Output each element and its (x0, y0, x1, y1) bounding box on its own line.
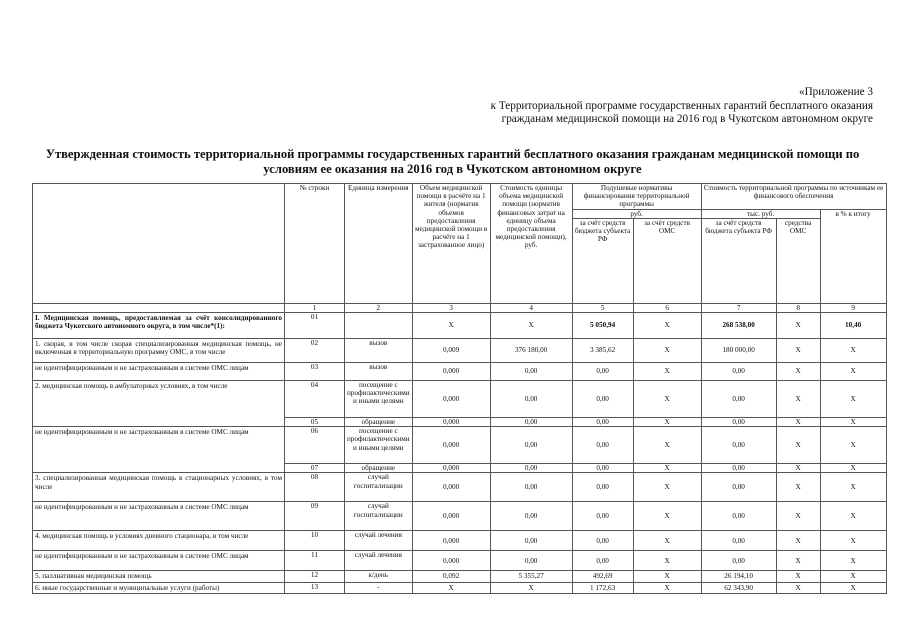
per-capita-oms-cell: Х (633, 502, 701, 531)
program-oms-cell: Х (776, 339, 820, 363)
per-capita-budget-cell: 0,00 (572, 363, 633, 381)
volume-cell: 0,000 (412, 531, 490, 551)
unit-cell: - (345, 582, 413, 593)
appendix-line-2: к Территориальной программе государственных гарантий бесплатного оказания (490, 99, 873, 112)
row-name: I. Медицинская помощь, предоставляемая за счёт консолидированного бюджета Чукотского автономного округа, в том числе*(1): (33, 313, 285, 339)
per-capita-budget-cell: 0,00 (572, 551, 633, 571)
program-oms-cell: Х (776, 464, 820, 473)
volume-cell: Х (412, 582, 490, 593)
table-row (33, 502, 887, 531)
program-budget-cell: 0,00 (701, 381, 776, 418)
volume-cell: Х (412, 313, 490, 339)
per-capita-budget-cell: 0,00 (572, 381, 633, 418)
unit-cell (345, 313, 413, 339)
row-name: 5. паллиативная медицинская помощь (33, 571, 285, 582)
unit-cell: посещение с профилактическими и иными целями (345, 427, 413, 464)
row-number: 04 (285, 381, 345, 418)
header-program-cost: Стоимость территориальной программы по источникам ее финансового обеспечения (701, 184, 886, 210)
cost-cell: 0,00 (490, 363, 572, 381)
per-capita-oms-cell: Х (633, 313, 701, 339)
unit-cell: случай госпитализации (345, 473, 413, 502)
table-row (33, 531, 887, 551)
header-volume: Объем медицинской помощи в расчёте на 1 жителя (норматив объемов предоставления медицинской помощи в расчёте на 1 застрахованное лицо) (412, 184, 490, 304)
program-budget-cell: 0,00 (701, 473, 776, 502)
percent-cell: Х (820, 339, 886, 363)
column-numbers-row (33, 303, 887, 312)
unit-cell: обращение (345, 464, 413, 473)
row-name: 2. медицинская помощь в амбулаторных условиях, в том числе (33, 381, 285, 427)
row-number: 12 (285, 571, 345, 582)
program-budget-cell: 62 343,90 (701, 582, 776, 593)
program-oms-cell: Х (776, 551, 820, 571)
program-oms-cell: Х (776, 531, 820, 551)
row-name: не идентифицированным и не застрахованным в системе ОМС лицам (33, 363, 285, 381)
unit-cell: обращение (345, 418, 413, 427)
column-number: 4 (490, 303, 572, 312)
program-budget-cell: 0,00 (701, 427, 776, 464)
percent-cell: Х (820, 464, 886, 473)
per-capita-oms-cell: Х (633, 473, 701, 502)
program-budget-cell: 0,00 (701, 502, 776, 531)
table-body (33, 184, 887, 594)
cost-cell: 0,00 (490, 502, 572, 531)
percent-cell: Х (820, 363, 886, 381)
percent-cell: Х (820, 571, 886, 582)
per-capita-oms-cell: Х (633, 339, 701, 363)
row-name: не идентифицированным и не застрахованным в системе ОМС лицам (33, 427, 285, 473)
table-row (33, 551, 887, 571)
cost-cell: Х (490, 582, 572, 593)
per-capita-oms-cell: Х (633, 427, 701, 464)
header-subject-budget: за счёт средств бюджета субъекта РФ (572, 218, 633, 303)
per-capita-oms-cell: Х (633, 582, 701, 593)
header-cost: Стоимость единицы объема медицинской помощи (норматив финансовых затрат на единицу объема предоставления медицинской помощи), руб. (490, 184, 572, 304)
volume-cell: 0,009 (412, 339, 490, 363)
percent-cell: Х (820, 551, 886, 571)
volume-cell: 0,000 (412, 473, 490, 502)
column-number: 9 (820, 303, 886, 312)
cost-cell: 0,00 (490, 418, 572, 427)
column-number-blank (33, 303, 285, 312)
cost-cell: 5 355,27 (490, 571, 572, 582)
row-name: не идентифицированным и не застрахованным в системе ОМС лицам (33, 551, 285, 571)
unit-cell: вызов (345, 339, 413, 363)
program-budget-cell: 0,00 (701, 464, 776, 473)
table-row (33, 363, 887, 381)
program-oms-cell: Х (776, 313, 820, 339)
volume-cell: 0,000 (412, 502, 490, 531)
column-number: 6 (633, 303, 701, 312)
document-title: Утвержденная стоимость территориальной программы государственных гарантий бесплатного оказания гражданам медицинской помощи по условиям ее оказания на 2016 год в Чукотском автономном округе (45, 147, 860, 176)
header-name-cell (33, 184, 285, 304)
table-row (33, 313, 887, 339)
percent-cell: Х (820, 531, 886, 551)
column-number: 5 (572, 303, 633, 312)
table-row (33, 473, 887, 502)
row-number: 08 (285, 473, 345, 502)
per-capita-budget-cell: 0,00 (572, 531, 633, 551)
per-capita-oms-cell: Х (633, 363, 701, 381)
unit-cell: случай лечения (345, 531, 413, 551)
row-number: 10 (285, 531, 345, 551)
volume-cell: 0,000 (412, 363, 490, 381)
volume-cell: 0,000 (412, 418, 490, 427)
row-number: 03 (285, 363, 345, 381)
unit-cell: вызов (345, 363, 413, 381)
unit-cell: случай госпитализации (345, 502, 413, 531)
row-number: 05 (285, 418, 345, 427)
per-capita-budget-cell: 5 050,94 (572, 313, 633, 339)
program-oms-cell: Х (776, 582, 820, 593)
program-budget-cell: 0,00 (701, 551, 776, 571)
header-rub: руб. (572, 209, 701, 218)
volume-cell: 0,000 (412, 427, 490, 464)
row-name: не идентифицированным и не застрахованным в системе ОМС лицам (33, 502, 285, 531)
header-subject-budget-2: за счёт средств бюджета субъекта РФ (701, 218, 776, 303)
row-number: 07 (285, 464, 345, 473)
row-number: 11 (285, 551, 345, 571)
per-capita-budget-cell: 0,00 (572, 418, 633, 427)
unit-cell: посещение с профилактическими и иными целями (345, 381, 413, 418)
per-capita-oms-cell: Х (633, 418, 701, 427)
percent-cell: Х (820, 582, 886, 593)
row-name: 4. медицинская помощь в условиях дневного стационара, в том числе (33, 531, 285, 551)
cost-cell: 0,00 (490, 551, 572, 571)
cost-cell: 0,00 (490, 381, 572, 418)
per-capita-oms-cell: Х (633, 551, 701, 571)
program-budget-cell: 26 194,10 (701, 571, 776, 582)
header-oms: за счёт средств ОМС (633, 218, 701, 303)
cost-cell: 376 180,00 (490, 339, 572, 363)
percent-cell: Х (820, 381, 886, 418)
unit-cell: случай лечения (345, 551, 413, 571)
appendix-line-3: гражданам медицинской помощи на 2016 год в Чукотском автономном округе (501, 113, 873, 125)
volume-cell: 0,000 (412, 464, 490, 473)
row-name: 3. специализированная медицинская помощь в стационарных условиях, в том числе (33, 473, 285, 502)
volume-cell: 0,092 (412, 571, 490, 582)
header-per-capita: Подушевые нормативы финансирования территориальной программы (572, 184, 701, 210)
program-oms-cell: Х (776, 427, 820, 464)
row-name: 1. скорая, в том числе скорая специализированная медицинская помощь, не включенная в территориальную программу ОМС, в том числе (33, 339, 285, 363)
per-capita-oms-cell: Х (633, 464, 701, 473)
program-oms-cell: Х (776, 363, 820, 381)
table-row (33, 582, 887, 593)
header-row-no: № строки (285, 184, 345, 304)
row-number: 06 (285, 427, 345, 464)
header-thousand-rub: тыс. руб. (701, 209, 820, 218)
program-budget-cell: 180 000,00 (701, 339, 776, 363)
program-budget-cell: 268 538,00 (701, 313, 776, 339)
column-number: 1 (285, 303, 345, 312)
table-row (33, 571, 887, 582)
appendix-line-1: «Приложение 3 (798, 86, 873, 98)
program-budget-cell: 0,00 (701, 418, 776, 427)
per-capita-budget-cell: 0,00 (572, 464, 633, 473)
per-capita-budget-cell: 0,00 (572, 473, 633, 502)
percent-cell: Х (820, 418, 886, 427)
column-number: 7 (701, 303, 776, 312)
per-capita-oms-cell: Х (633, 531, 701, 551)
percent-cell: Х (820, 427, 886, 464)
volume-cell: 0,000 (412, 381, 490, 418)
per-capita-oms-cell: Х (633, 381, 701, 418)
per-capita-oms-cell: Х (633, 571, 701, 582)
percent-cell: Х (820, 473, 886, 502)
header-unit: Единица измерения (345, 184, 413, 304)
volume-cell: 0,000 (412, 551, 490, 571)
column-number: 8 (776, 303, 820, 312)
row-number: 13 (285, 582, 345, 593)
percent-cell: 10,40 (820, 313, 886, 339)
column-number: 2 (345, 303, 413, 312)
per-capita-budget-cell: 0,00 (572, 502, 633, 531)
program-oms-cell: Х (776, 473, 820, 502)
cost-cell: 0,00 (490, 464, 572, 473)
header-oms-2: средства ОМС (776, 218, 820, 303)
program-budget-cell: 0,00 (701, 531, 776, 551)
header-percent: в % к итогу (820, 209, 886, 303)
per-capita-budget-cell: 3 385,62 (572, 339, 633, 363)
program-oms-cell: Х (776, 571, 820, 582)
cost-cell: 0,00 (490, 531, 572, 551)
per-capita-budget-cell: 1 172,63 (572, 582, 633, 593)
cost-table (32, 183, 887, 594)
row-number: 01 (285, 313, 345, 339)
per-capita-budget-cell: 0,00 (572, 427, 633, 464)
table-row (33, 339, 887, 363)
program-oms-cell: Х (776, 418, 820, 427)
table-row (33, 427, 887, 464)
appendix-header (413, 86, 873, 127)
percent-cell: Х (820, 502, 886, 531)
per-capita-budget-cell: 492,69 (572, 571, 633, 582)
program-oms-cell: Х (776, 381, 820, 418)
unit-cell: к/день (345, 571, 413, 582)
row-number: 09 (285, 502, 345, 531)
table-row (33, 381, 887, 418)
column-number: 3 (412, 303, 490, 312)
program-oms-cell: Х (776, 502, 820, 531)
program-budget-cell: 0,00 (701, 363, 776, 381)
cost-cell: 0,00 (490, 427, 572, 464)
row-name: 6. иные государственные и муниципальные услуги (работы) (33, 582, 285, 593)
cost-cell: 0,00 (490, 473, 572, 502)
cost-cell: Х (490, 313, 572, 339)
row-number: 02 (285, 339, 345, 363)
